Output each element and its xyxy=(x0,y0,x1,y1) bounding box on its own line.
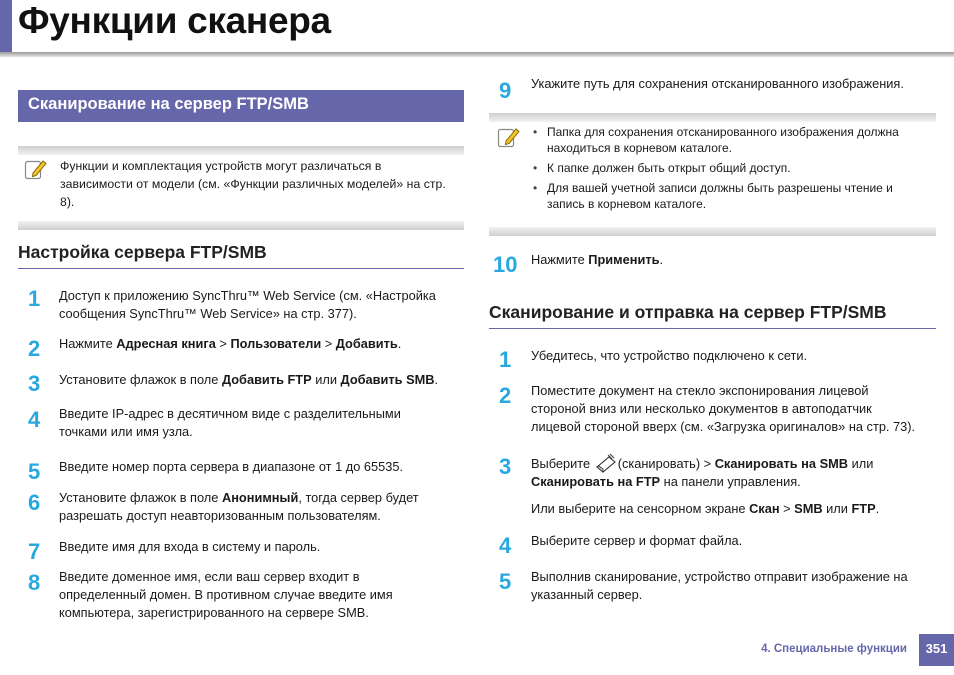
step-line: определенный домен. В противном случае введите имя xyxy=(59,587,393,602)
step-line: компьютера, зарегистрированного на сервере SMB. xyxy=(59,605,369,620)
step-number: 5 xyxy=(28,459,41,484)
heading-rule xyxy=(489,328,936,329)
ui-term: FTP xyxy=(851,501,876,516)
text-run: Или выберите на сенсорном экране xyxy=(531,501,750,516)
ui-term: Скан xyxy=(749,501,780,516)
text-run: . xyxy=(397,336,402,351)
step-text xyxy=(59,287,464,323)
step-line: Введите имя для входа в систему и пароль. xyxy=(59,539,321,554)
ui-term: Добавить xyxy=(335,336,398,351)
text-run: > xyxy=(321,336,336,351)
step-number: 9 xyxy=(499,78,512,103)
text-run: > xyxy=(779,501,795,516)
section-heading-scan: Сканирование и отправка на сервер FTP/SMB xyxy=(489,302,887,322)
title-divider xyxy=(0,52,954,57)
step-number: 2 xyxy=(28,336,41,361)
note-top-bar xyxy=(18,146,464,155)
ui-term: Пользователи xyxy=(230,336,322,351)
step-line xyxy=(531,453,941,473)
step-line xyxy=(531,500,941,518)
text-run: или xyxy=(822,501,852,516)
step-text xyxy=(59,405,464,441)
text-run: . xyxy=(875,501,880,516)
step-number: 4 xyxy=(499,533,512,558)
step-line: Введите IP-адрес в десятичном виде с разделительными xyxy=(59,406,401,421)
step-line: Выполнив сканирование, устройство отправит изображение на xyxy=(531,569,908,584)
step-line: Убедитесь, что устройство подключено к сети. xyxy=(531,348,808,363)
step-line: разрешать доступ неавторизованным пользователям. xyxy=(59,508,381,523)
step-number: 7 xyxy=(28,539,41,564)
note-bullet xyxy=(533,160,933,176)
note-bullet xyxy=(533,180,933,212)
ui-term: SMB xyxy=(794,501,823,516)
step-text xyxy=(59,489,464,525)
section-heading-setup: Настройка сервера FTP/SMB xyxy=(18,242,267,262)
text-run: на панели управления. xyxy=(660,474,801,489)
text-run: Установите флажок в поле xyxy=(59,372,222,387)
ui-term: Применить xyxy=(588,252,660,267)
note-top-bar xyxy=(489,113,936,122)
text-run: > xyxy=(215,336,231,351)
step-line: Выберите сервер и формат файла. xyxy=(531,533,743,548)
step-line: стороной вниз или несколько документов в автоподатчик xyxy=(531,401,872,416)
step-line: точками или имя узла. xyxy=(59,424,193,439)
step-text xyxy=(59,371,464,389)
step-text xyxy=(59,458,464,476)
step-number: 8 xyxy=(28,570,41,595)
page-title: Функции сканера xyxy=(18,0,331,41)
step-number: 3 xyxy=(499,454,512,479)
step-line xyxy=(531,473,941,491)
step-text xyxy=(531,382,946,436)
page-number: 351 xyxy=(919,634,954,666)
step-text xyxy=(531,568,941,604)
step-text xyxy=(59,335,464,353)
note-bullet xyxy=(533,124,933,156)
note-box xyxy=(18,146,464,230)
note-pencil-icon xyxy=(24,158,48,182)
step-line: Поместите документ на стекло экспонирования лицевой xyxy=(531,383,869,398)
text-run: . xyxy=(434,372,439,387)
note-pencil-icon xyxy=(497,126,521,150)
bullet-line: • Папка для сохранения отсканированного изображения должна xyxy=(547,125,899,139)
ui-term: Адресная книга xyxy=(116,336,216,351)
step-number: 4 xyxy=(28,407,41,432)
step-text: Укажите путь для сохранения отсканированного изображения. xyxy=(531,76,904,91)
text-run: или xyxy=(848,456,874,471)
note-bullet-list xyxy=(533,124,933,216)
bullet-line: запись в корневом каталоге. xyxy=(547,197,707,211)
scanner-icon xyxy=(594,453,618,473)
step-number: 10 xyxy=(493,252,518,277)
footer-chapter-link[interactable]: 4. Специальные функции xyxy=(761,643,907,655)
text-run: Выберите xyxy=(531,456,594,471)
step-line: сообщения SyncThru™ Web Service» на стр. 377). xyxy=(59,306,357,321)
text-run: Нажмите xyxy=(59,336,117,351)
title-accent-bar xyxy=(0,0,12,52)
step-line: указанный сервер. xyxy=(531,587,643,602)
ui-term: Добавить FTP xyxy=(221,372,312,387)
step-number: 3 xyxy=(28,371,41,396)
ui-term: Сканировать на SMB xyxy=(714,456,849,471)
step-number: 1 xyxy=(28,286,41,311)
step-text xyxy=(59,568,464,622)
note-bottom-bar xyxy=(489,227,936,236)
text-run: Установите флажок в поле xyxy=(59,490,222,505)
step-line: лицевой стороной вверх (см. «Загрузка оригиналов» на стр. 73). xyxy=(531,419,916,434)
text-run: Нажмите xyxy=(531,252,589,267)
step-text xyxy=(531,453,941,518)
step-number: 5 xyxy=(499,569,512,594)
note-box xyxy=(489,113,936,236)
step-text xyxy=(59,538,464,556)
ui-term: Добавить SMB xyxy=(340,372,435,387)
step-line: Доступ к приложению SyncThru™ Web Service (см. «Настройка xyxy=(59,288,436,303)
text-run: или xyxy=(311,372,341,387)
step-number: 6 xyxy=(28,490,41,515)
heading-rule xyxy=(18,268,464,269)
step-text xyxy=(531,347,941,365)
text-run: . xyxy=(659,252,664,267)
note-text: Функции и комплектация устройств могут различаться в зависимости от модели (см. «Функции различных моделей» на стр. 8). xyxy=(60,159,446,209)
text-run: , тогда сервер будет xyxy=(298,490,419,505)
ui-term: Анонимный xyxy=(221,490,299,505)
bullet-line: • Для вашей учетной записи должны быть разрешены чтение и xyxy=(547,181,893,195)
ui-term: Сканировать на FTP xyxy=(531,474,661,489)
section-banner: Сканирование на сервер FTP/SMB xyxy=(18,90,464,122)
step-text xyxy=(531,251,941,269)
bullet-line: • К папке должен быть открыт общий доступ. xyxy=(547,161,791,175)
text-run: (сканировать) > xyxy=(617,456,715,471)
step-line xyxy=(59,489,464,507)
step-text xyxy=(531,532,941,550)
step-line: Введите доменное имя, если ваш сервер входит в xyxy=(59,569,360,584)
bullet-line: находиться в корневом каталоге. xyxy=(547,141,732,155)
step-line: Введите номер порта сервера в диапазоне от 1 до 65535. xyxy=(59,459,404,474)
note-bottom-bar xyxy=(18,221,464,230)
step-number: 2 xyxy=(499,383,512,408)
step-number: 1 xyxy=(499,347,512,372)
